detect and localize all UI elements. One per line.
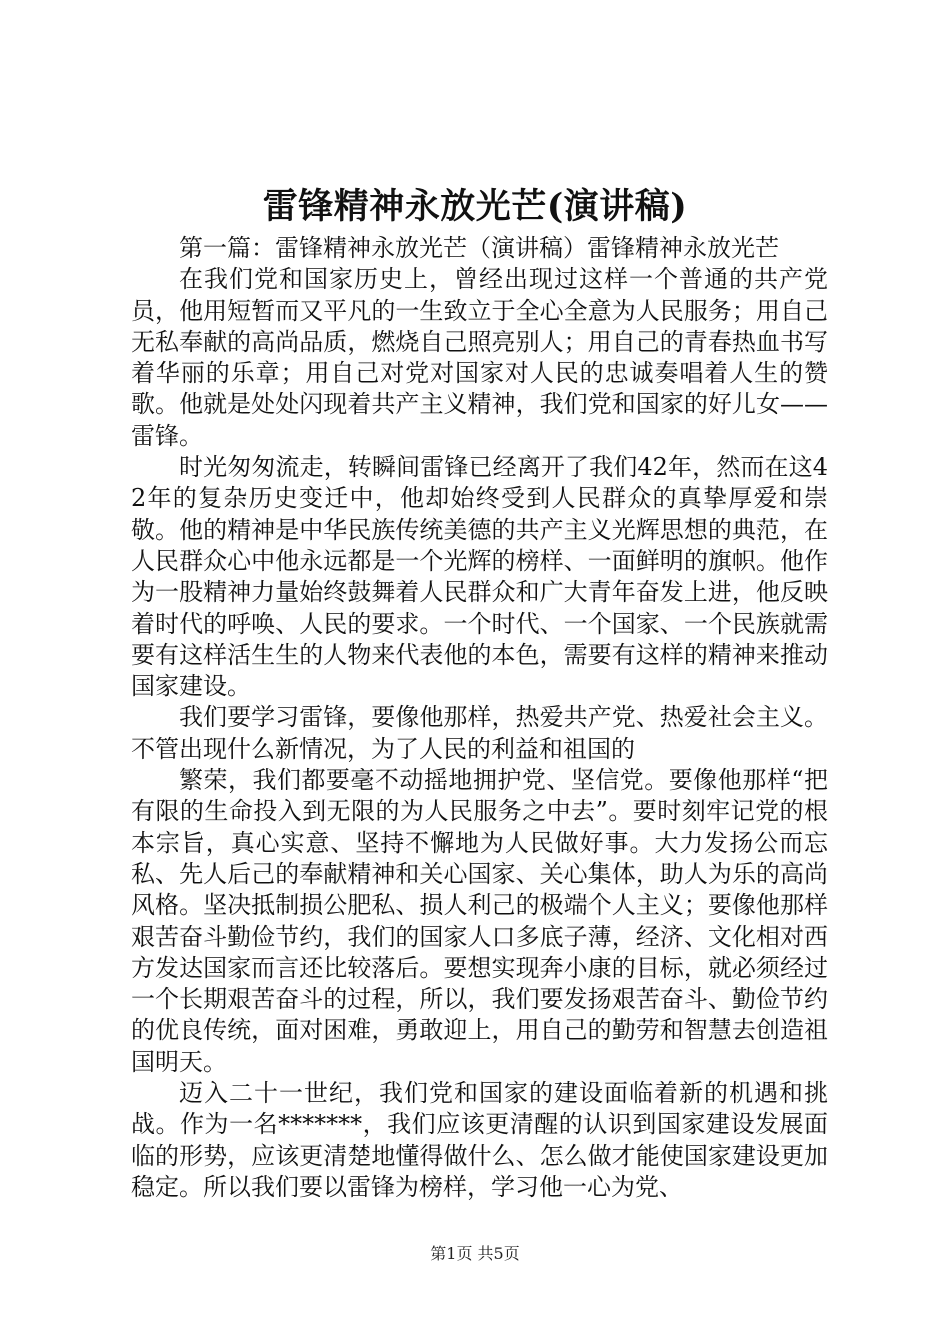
- paragraph: 时光匆匆流走，转瞬间雷锋已经离开了我们42年，然而在这42年的复杂历史变迁中，他却始终受到人民群众的真挚厚爱和崇敬。他的精神是中华民族传统美德的共产主义光辉思想的典范，在人民群众心中他永远都是一个光辉的榜样、一面鲜明的旗帜。他作为一股精神力量始终鼓舞着人民群众和广大青年奋发上进，他反映着时代的呼唤、人民的要求。一个时代、一个国家、一个民族就需要有这样活生生的人物来代表他的本色，需要有这样的精神来推动国家建设。: [131, 453, 828, 701]
- page-number-footer: 第1页 共5页: [430, 1244, 520, 1263]
- paragraph: 我们要学习雷锋，要像他那样，热爱共产党、热爱社会主义。不管出现什么新情况，为了人民的利益和祖国的: [131, 703, 828, 763]
- document-body: [131, 233, 828, 1203]
- section-heading: 第一篇：雷锋精神永放光芒（演讲稿）雷锋精神永放光芒: [179, 234, 779, 262]
- document-title: 雷锋精神永放光芒(演讲稿): [262, 186, 688, 227]
- paragraph: 繁荣，我们都要毫不动摇地拥护党、坚信党。要像他那样“把有限的生命投入到无限的为人民服务之中去”。要时刻牢记党的根本宗旨，真心实意、坚持不懈地为人民做好事。大力发扬公而忘私、先人后己的奉献精神和关心国家、关心集体，助人为乐的高尚风格。坚决抵制损公肥私、损人利己的极端个人主义；要像他那样艰苦奋斗勤俭节约，我们的国家人口多底子薄，经济、文化相对西方发达国家而言还比较落后。要想实现奔小康的目标，就必须经过一个长期艰苦奋斗的过程，所以，我们要发扬艰苦奋斗、勤俭节约的优良传统，面对困难，勇敢迎上，用自己的勤劳和智慧去创造祖国明天。: [131, 766, 828, 1076]
- paragraph: 在我们党和国家历史上，曾经出现过这样一个普通的共产党员，他用短暂而又平凡的一生致立于全心全意为人民服务；用自己无私奉献的高尚品质，燃烧自己照亮别人；用自己的青春热血书写着华丽的乐章；用自己对党对国家对人民的忠诚奏唱着人生的赞歌。他就是处处闪现着共产主义精神，我们党和国家的好儿女——雷锋。: [131, 265, 828, 450]
- paragraph: 迈入二十一世纪，我们党和国家的建设面临着新的机遇和挑战。作为一名*******，我们应该更清醒的认识到国家建设发展面临的形势，应该更清楚地懂得做什么、怎么做才能使国家建设更加稳定。所以我们要以雷锋为榜样，学习他一心为党、: [131, 1079, 828, 1201]
